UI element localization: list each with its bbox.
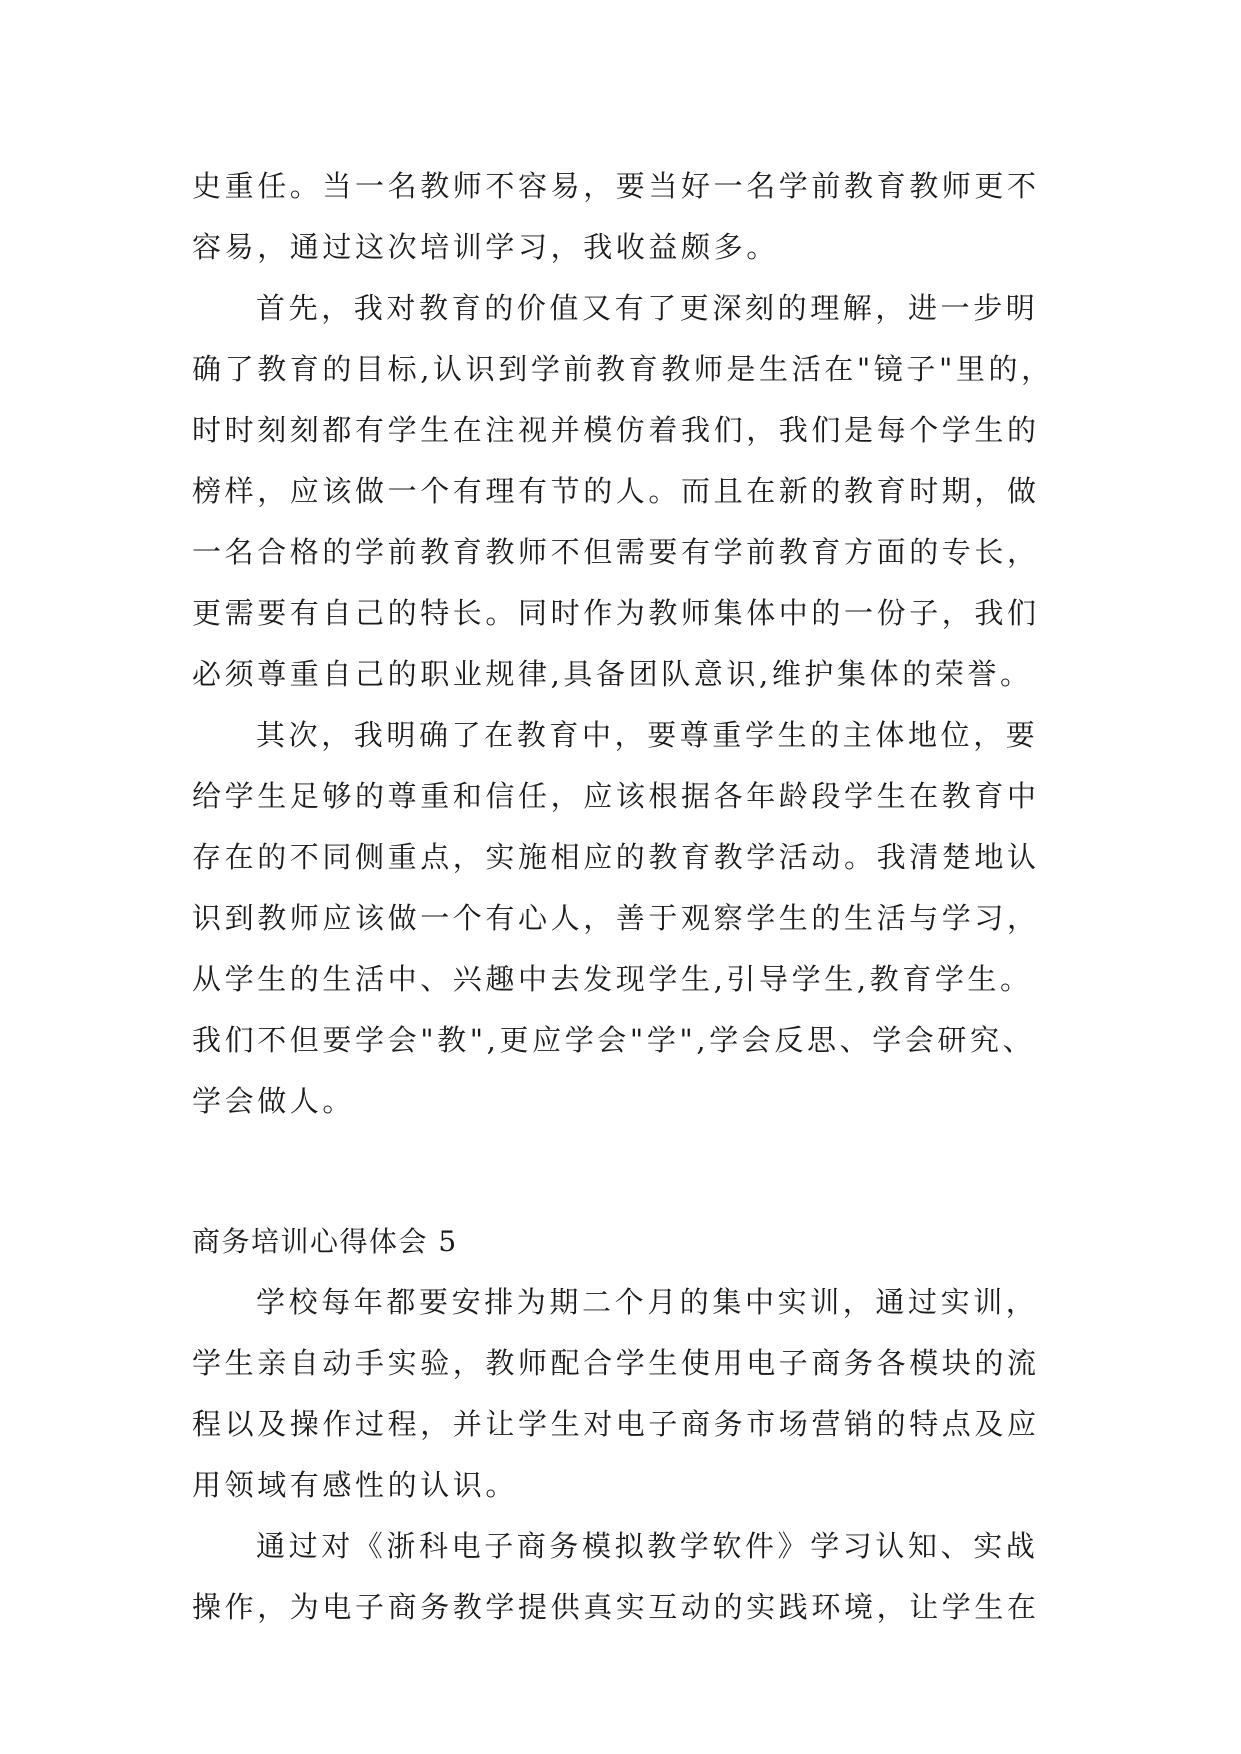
paragraph: [192, 1272, 1056, 1516]
paragraph: [192, 278, 1056, 705]
text-line: 榜样，应该做一个有理有节的人。而且在新的教育时期，做: [192, 474, 1040, 508]
paragraph: [192, 156, 1056, 278]
text-line: 程以及操作过程，并让学生对电子商务市场营销的特点及应: [192, 1407, 1040, 1441]
paragraph: [192, 1516, 1056, 1638]
text-line: 更需要有自己的特长。同时作为教师集体中的一份子，我们: [192, 596, 1040, 630]
text-line: 给学生足够的尊重和信任，应该根据各年龄段学生在教育中: [192, 779, 1040, 813]
text-line: 学会做人。: [192, 1084, 356, 1118]
paragraph: [192, 705, 1056, 1132]
text-line: 操作，为电子商务教学提供真实互动的实践环境，让学生在: [192, 1590, 1040, 1624]
text-line: 从学生的生活中、兴趣中去发现学生,引导学生,教育学生。: [192, 962, 1033, 996]
text-line: 通过对《浙科电子商务模拟教学软件》学习认知、实战: [256, 1529, 1039, 1563]
text-line: 容易，通过这次培训学习，我收益颇多。: [192, 230, 779, 264]
text-line: 学校每年都要安排为期二个月的集中实训，通过实训，: [256, 1285, 1039, 1319]
text-line: 其次，我明确了在教育中，要尊重学生的主体地位，要: [256, 718, 1039, 752]
text-line: 首先，我对教育的价值又有了更深刻的理解，进一步明: [256, 291, 1039, 325]
section-heading: 商务培训心得体会 5: [192, 1225, 458, 1258]
text-line: 史重任。当一名教师不容易，要当好一名学前教育教师更不: [192, 169, 1040, 203]
text-line: 我们不但要学会"教",更应学会"学",学会反思、学会研究、: [192, 1023, 1036, 1057]
text-line: 一名合格的学前教育教师不但需要有学前教育方面的专长，: [192, 535, 1040, 569]
text-line: 识到教师应该做一个有心人，善于观察学生的生活与学习，: [192, 901, 1040, 935]
document-body: [192, 156, 1056, 1638]
section-gap: [192, 1132, 1056, 1211]
text-line: 学生亲自动手实验，教师配合学生使用电子商务各模块的流: [192, 1346, 1040, 1380]
text-line: 存在的不同侧重点，实施相应的教育教学活动。我清楚地认: [192, 840, 1040, 874]
text-line: 用领域有感性的认识。: [192, 1468, 519, 1502]
text-line: 时时刻刻都有学生在注视并模仿着我们，我们是每个学生的: [192, 413, 1040, 447]
text-line: 必须尊重自己的职业规律,具备团队意识,维护集体的荣誉。: [192, 657, 1033, 691]
text-line: 确了教育的目标,认识到学前教育教师是生活在"镜子"里的，: [192, 352, 1054, 386]
